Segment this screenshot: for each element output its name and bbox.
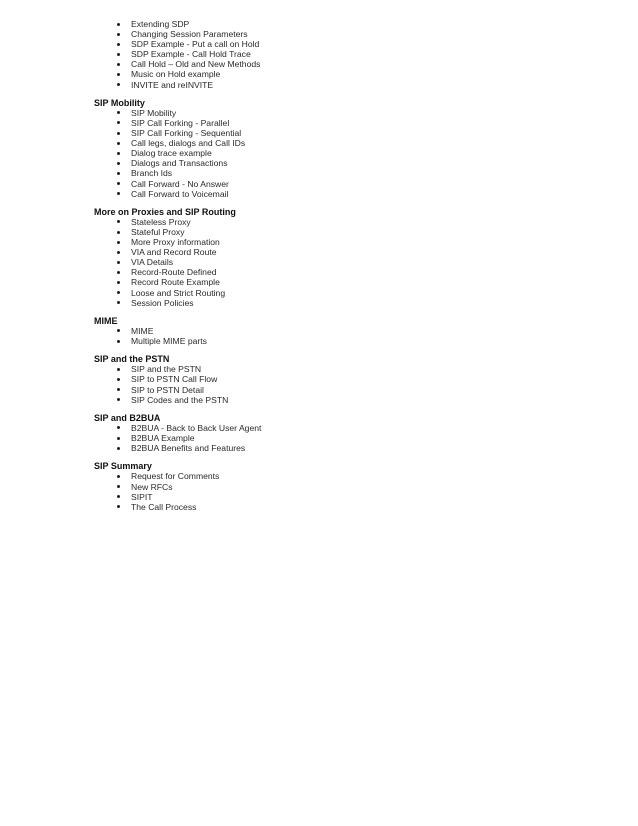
list-item: [94, 364, 594, 374]
section-sdp-continued: [94, 19, 594, 90]
section-sip-summary: [94, 461, 594, 512]
list-item-text: Branch Ids: [131, 168, 173, 179]
list-item-text: SDP Example - Call Hold Trace: [131, 49, 251, 60]
bullet-icon: [117, 182, 120, 185]
list-item: [94, 433, 594, 443]
list-item-text: MIME: [131, 325, 154, 336]
bullet-list: [94, 364, 594, 404]
list-item-text: VIA and Record Route: [131, 247, 217, 258]
list-item-text: SIP to PSTN Detail: [131, 384, 204, 395]
list-item: [94, 482, 594, 492]
list-item-text: Multiple MIME parts: [131, 336, 207, 347]
list-item-text: Dialogs and Transactions: [131, 158, 228, 169]
list-item-text: Dialog trace example: [131, 148, 212, 159]
list-item: [94, 29, 594, 39]
list-item: [94, 138, 594, 148]
bullet-icon: [117, 447, 120, 450]
section-heading: MIME: [94, 315, 118, 326]
bullet-icon: [117, 192, 120, 195]
bullet-icon: [117, 329, 120, 332]
bullet-icon: [117, 33, 120, 36]
list-item: [94, 168, 594, 178]
bullet-icon: [117, 83, 120, 86]
list-item: [94, 471, 594, 481]
list-item-text: Call legs, dialogs and Call IDs: [131, 138, 246, 149]
list-item: [94, 492, 594, 502]
list-item: [94, 189, 594, 199]
list-item-text: SIP Mobility: [131, 107, 177, 118]
list-item: [94, 267, 594, 277]
section-sip-mobility: [94, 98, 594, 199]
list-item-text: SIP Codes and the PSTN: [131, 394, 229, 405]
list-item-text: VIA Details: [131, 257, 174, 268]
list-item: [94, 118, 594, 128]
list-item: [94, 69, 594, 79]
list-item-text: SIP Call Forking - Parallel: [131, 117, 230, 128]
list-item: [94, 257, 594, 267]
list-item-text: Record-Route Defined: [131, 267, 217, 278]
bullet-icon: [117, 505, 120, 508]
bullet-icon: [117, 485, 120, 488]
bullet-icon: [117, 340, 120, 343]
list-item: [94, 288, 594, 298]
section-sip-pstn: [94, 354, 594, 405]
bullet-icon: [117, 111, 120, 114]
list-item: [94, 39, 594, 49]
bullet-icon: [117, 368, 120, 371]
bullet-icon: [117, 475, 120, 478]
list-item-text: SIP to PSTN Call Flow: [131, 374, 218, 385]
list-item: [94, 148, 594, 158]
section-heading: More on Proxies and SIP Routing: [94, 206, 236, 217]
document-page: [94, 19, 594, 512]
bullet-list: [94, 217, 594, 308]
list-item: [94, 277, 594, 287]
list-item: [94, 395, 594, 405]
bullet-icon: [117, 23, 120, 26]
list-item-text: B2BUA - Back to Back User Agent: [131, 422, 262, 433]
list-item-text: Loose and Strict Routing: [131, 287, 226, 298]
list-item: [94, 423, 594, 433]
bullet-icon: [117, 132, 120, 135]
list-item-text: Call Forward - No Answer: [131, 178, 229, 189]
list-item: [94, 128, 594, 138]
list-item-text: Stateless Proxy: [131, 216, 191, 227]
list-item: [94, 217, 594, 227]
list-item-text: INVITE and reINVITE: [131, 79, 214, 90]
list-item: [94, 108, 594, 118]
section-heading: SIP and the PSTN: [94, 354, 170, 365]
list-item: [94, 80, 594, 90]
list-item: [94, 336, 594, 346]
bullet-icon: [117, 291, 120, 294]
list-item: [94, 326, 594, 336]
list-item-text: SIP Call Forking - Sequential: [131, 128, 242, 139]
section-heading: SIP Mobility: [94, 97, 145, 108]
list-item-text: SIPIT: [131, 491, 153, 502]
list-item: [94, 247, 594, 257]
bullet-icon: [117, 251, 120, 254]
list-item: [94, 179, 594, 189]
bullet-icon: [117, 63, 120, 66]
list-item-text: Music on Hold example: [131, 69, 221, 80]
bullet-list: [94, 471, 594, 511]
list-item-text: Record Route Example: [131, 277, 220, 288]
bullet-icon: [117, 301, 120, 304]
bullet-icon: [117, 152, 120, 155]
bullet-icon: [117, 121, 120, 124]
list-item: [94, 374, 594, 384]
bullet-icon: [117, 53, 120, 56]
bullet-icon: [117, 162, 120, 165]
list-item: [94, 227, 594, 237]
section-proxies-routing: [94, 207, 594, 308]
bullet-list: [94, 19, 594, 90]
bullet-icon: [117, 172, 120, 175]
bullet-icon: [117, 43, 120, 46]
list-item-text: B2BUA Example: [131, 433, 195, 444]
section-mime: [94, 316, 594, 346]
bullet-icon: [117, 398, 120, 401]
list-item-text: Request for Comments: [131, 471, 220, 482]
bullet-list: [94, 423, 594, 453]
bullet-icon: [117, 220, 120, 223]
list-item-text: SIP and the PSTN: [131, 364, 202, 375]
list-item-text: Session Policies: [131, 297, 194, 308]
bullet-icon: [117, 495, 120, 498]
list-item-text: SDP Example - Put a call on Hold: [131, 39, 260, 50]
list-item: [94, 298, 594, 308]
list-item: [94, 19, 594, 29]
list-item-text: Changing Session Parameters: [131, 29, 248, 40]
list-item-text: Stateful Proxy: [131, 227, 185, 237]
bullet-icon: [117, 73, 120, 76]
bullet-list: [94, 108, 594, 199]
bullet-icon: [117, 281, 120, 284]
bullet-icon: [117, 388, 120, 391]
list-item-text: More Proxy information: [131, 237, 220, 248]
bullet-icon: [117, 261, 120, 264]
list-item: [94, 158, 594, 168]
list-item-text: Call Forward to Voicemail: [131, 188, 229, 199]
section-heading: SIP Summary: [94, 461, 152, 472]
list-item-text: Extending SDP: [131, 19, 190, 29]
bullet-icon: [117, 271, 120, 274]
list-item: [94, 59, 594, 69]
section-heading: SIP and B2BUA: [94, 412, 161, 423]
list-item-text: New RFCs: [131, 481, 173, 492]
bullet-icon: [117, 231, 120, 234]
bullet-icon: [117, 426, 120, 429]
bullet-list: [94, 326, 594, 346]
bullet-icon: [117, 142, 120, 145]
bullet-icon: [117, 378, 120, 381]
list-item: [94, 502, 594, 512]
list-item: [94, 49, 594, 59]
list-item: [94, 385, 594, 395]
list-item: [94, 443, 594, 453]
list-item-text: B2BUA Benefits and Features: [131, 443, 246, 454]
list-item-text: Call Hold – Old and New Methods: [131, 59, 261, 70]
bullet-icon: [117, 241, 120, 244]
section-sip-b2bua: [94, 413, 594, 453]
list-item-text: The Call Process: [131, 501, 197, 512]
list-item: [94, 237, 594, 247]
bullet-icon: [117, 437, 120, 440]
